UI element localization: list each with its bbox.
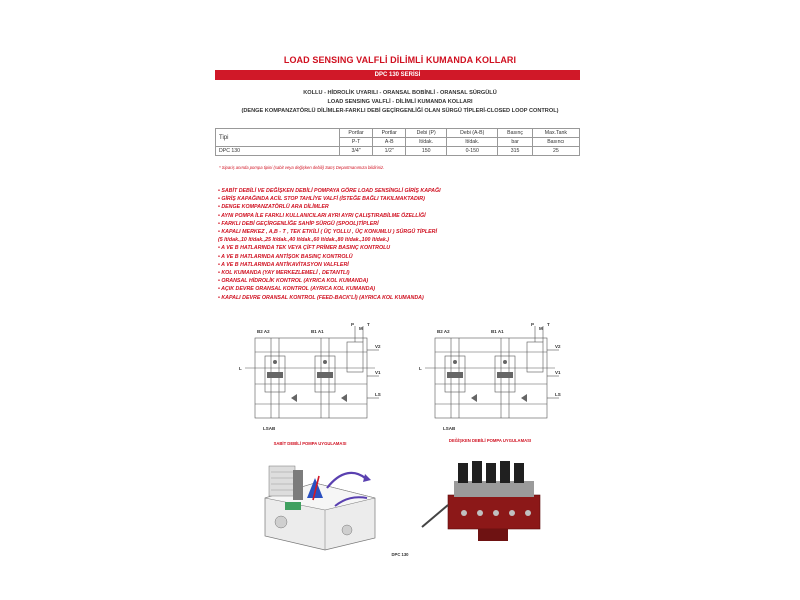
description-line-1: KOLLU - HİDROLİK UYARILI - ORANSAL BOBİNLİ - ORANSAL SÜRGÜLÜ — [303, 90, 497, 96]
table-row — [216, 147, 580, 156]
valve-cutaway-illustration — [255, 458, 395, 553]
feature-item: • A VE B HATLARINDA TEK VEYA ÇİFT PRİMER BASINÇ KONTROLU — [218, 245, 391, 252]
col-header: Portlar — [340, 129, 373, 138]
feature-item: • AÇIK DEVRE ORANSAL KONTROL (AYRICA KOL KUMANDA) — [218, 286, 376, 293]
port-label: P — [531, 322, 535, 327]
port-label: T — [367, 322, 370, 327]
feature-list — [218, 187, 441, 302]
schematic-caption-fixed: SABİT DEBİLİ POMPA UYGULAMASI — [273, 441, 347, 446]
table-cell: 1/2" — [373, 147, 406, 156]
col-subheader: lt/dak. — [447, 138, 498, 147]
port-label: LSAB — [443, 426, 456, 431]
product-photo — [418, 455, 563, 550]
col-subheader: A-B — [373, 138, 406, 147]
feature-item: • SABİT DEBİLİ VE DEĞİŞKEN DEBİLİ POMPAYA GÖRE LOAD SENSİNGLİ GİRİŞ KAPAĞI — [218, 188, 441, 194]
feature-item: (5 lt/dak.,10 lt/dak.,25 lt/dak.,40 lt/dak.,60 lt/dak.,80 lt/dak.,100 lt/dak.) — [218, 237, 390, 244]
port-label: M — [359, 326, 363, 331]
hydraulic-schematic-fixed — [235, 322, 385, 434]
feature-item: • AYNI POMPA İLE FARKLI KULLANICILARI AYRI AYRI ÇALIŞTIRABİLME ÖZELLİĞİ — [218, 212, 426, 219]
feature-item: • A VE B HATLARINDA ANTİŞOK BASINÇ KONTROLÜ — [218, 253, 353, 260]
port-label: B2 A2 — [257, 329, 270, 334]
schematic-caption-variable: DEĞİŞKEN DEBİLİ POMPA UYGULAMASI — [448, 438, 532, 443]
description-line-2: LOAD SENSING VALFLİ - DİLİMLİ KUMANDA KOLLARI — [327, 99, 473, 105]
port-label: V1 — [375, 370, 381, 375]
feature-item: • KAPALI DEVRE ORANSAL KONTROL (FEED-BACK'Lİ) (AYRICA KOL KUMANDA) — [218, 294, 424, 301]
port-label: LS — [375, 392, 381, 397]
col-header: Debi (P) — [406, 129, 447, 138]
hydraulic-schematic-variable — [415, 322, 565, 434]
col-subheader: bar — [498, 138, 532, 147]
port-label: T — [547, 322, 550, 327]
feature-item: • KOL KUMANDA (YAY MERKEZLEMELİ , DETANTLI) — [218, 270, 350, 277]
port-label: P — [351, 322, 355, 327]
port-label: LSAB — [263, 426, 276, 431]
series-bar: DPC 130 SERİSİ — [215, 70, 580, 80]
feature-item: • DENGE KOMPANZATÖRLÜ ARA DİLİMLER — [218, 204, 329, 211]
col-subheader: Basıncı — [532, 138, 579, 147]
col-subheader: P-T — [340, 138, 373, 147]
feature-item: • KAPALI MERKEZ , A,B - T , TEK ETKİLİ ( ÜÇ YOLLU , ÜÇ KONUMLU ) SÜRGÜ TİPLERİ — [218, 229, 437, 236]
port-label: LS — [555, 392, 561, 397]
port-label: V2 — [555, 344, 561, 349]
feature-item: • FARKLI DEBİ GEÇİRGENLİĞE SAHİP SÜRGÜ (SPOOL)TİPLERİ — [218, 220, 379, 227]
feature-item: • GİRİŞ KAPAĞINDA ACİL STOP TAHLİYE VALFİ (İSTEĞE BAĞLI TAKILMAKTADIR) — [218, 196, 425, 203]
feature-item: • A VE B HATLARINDA ANTİKAVİTASYON VALFLERİ — [218, 261, 349, 268]
page-title: LOAD SENSING VALFLİ DİLİMLİ KUMANDA KOLLARI — [283, 55, 517, 65]
port-label: B1 A1 — [491, 329, 504, 334]
col-header: Max.Tank — [532, 129, 579, 138]
port-label: B1 A1 — [311, 329, 324, 334]
type-cell: DPC 130 — [216, 147, 340, 156]
table-cell: 315 — [498, 147, 532, 156]
port-label: V2 — [375, 344, 381, 349]
port-label: M — [539, 326, 543, 331]
spec-table — [215, 128, 580, 156]
feature-item: • ORANSAL HİDROLİK KONTROL (AYRICA KOL KUMANDA) — [218, 278, 369, 285]
photo-caption: DPC 130 — [391, 552, 409, 557]
type-header: Tipi — [216, 129, 340, 147]
table-cell: 3/4" — [340, 147, 373, 156]
port-label: L — [239, 366, 242, 371]
port-label: B2 A2 — [437, 329, 450, 334]
order-note: * Sipariş anında pompa tipini (sabit veya değişken debili) Satış Departmanımıza bildiriniz. — [219, 165, 385, 170]
col-header: Basınç — [498, 129, 532, 138]
port-label: L — [419, 366, 422, 371]
description-line-3: (DENGE KOMPANZATÖRLÜ DİLİMLER-FARKLI DEBİ GEÇİRGENLİĞİ OLAN SÜRGÜ TİPLERİ-CLOSED LOOP CONTROL) — [241, 108, 559, 114]
table-cell: 25 — [532, 147, 579, 156]
col-header: Portlar — [373, 129, 406, 138]
table-cell: 0-150 — [447, 147, 498, 156]
table-cell: 150 — [406, 147, 447, 156]
col-header: Debi (A-B) — [447, 129, 498, 138]
col-subheader: lt/dak. — [406, 138, 447, 147]
port-label: V1 — [555, 370, 561, 375]
